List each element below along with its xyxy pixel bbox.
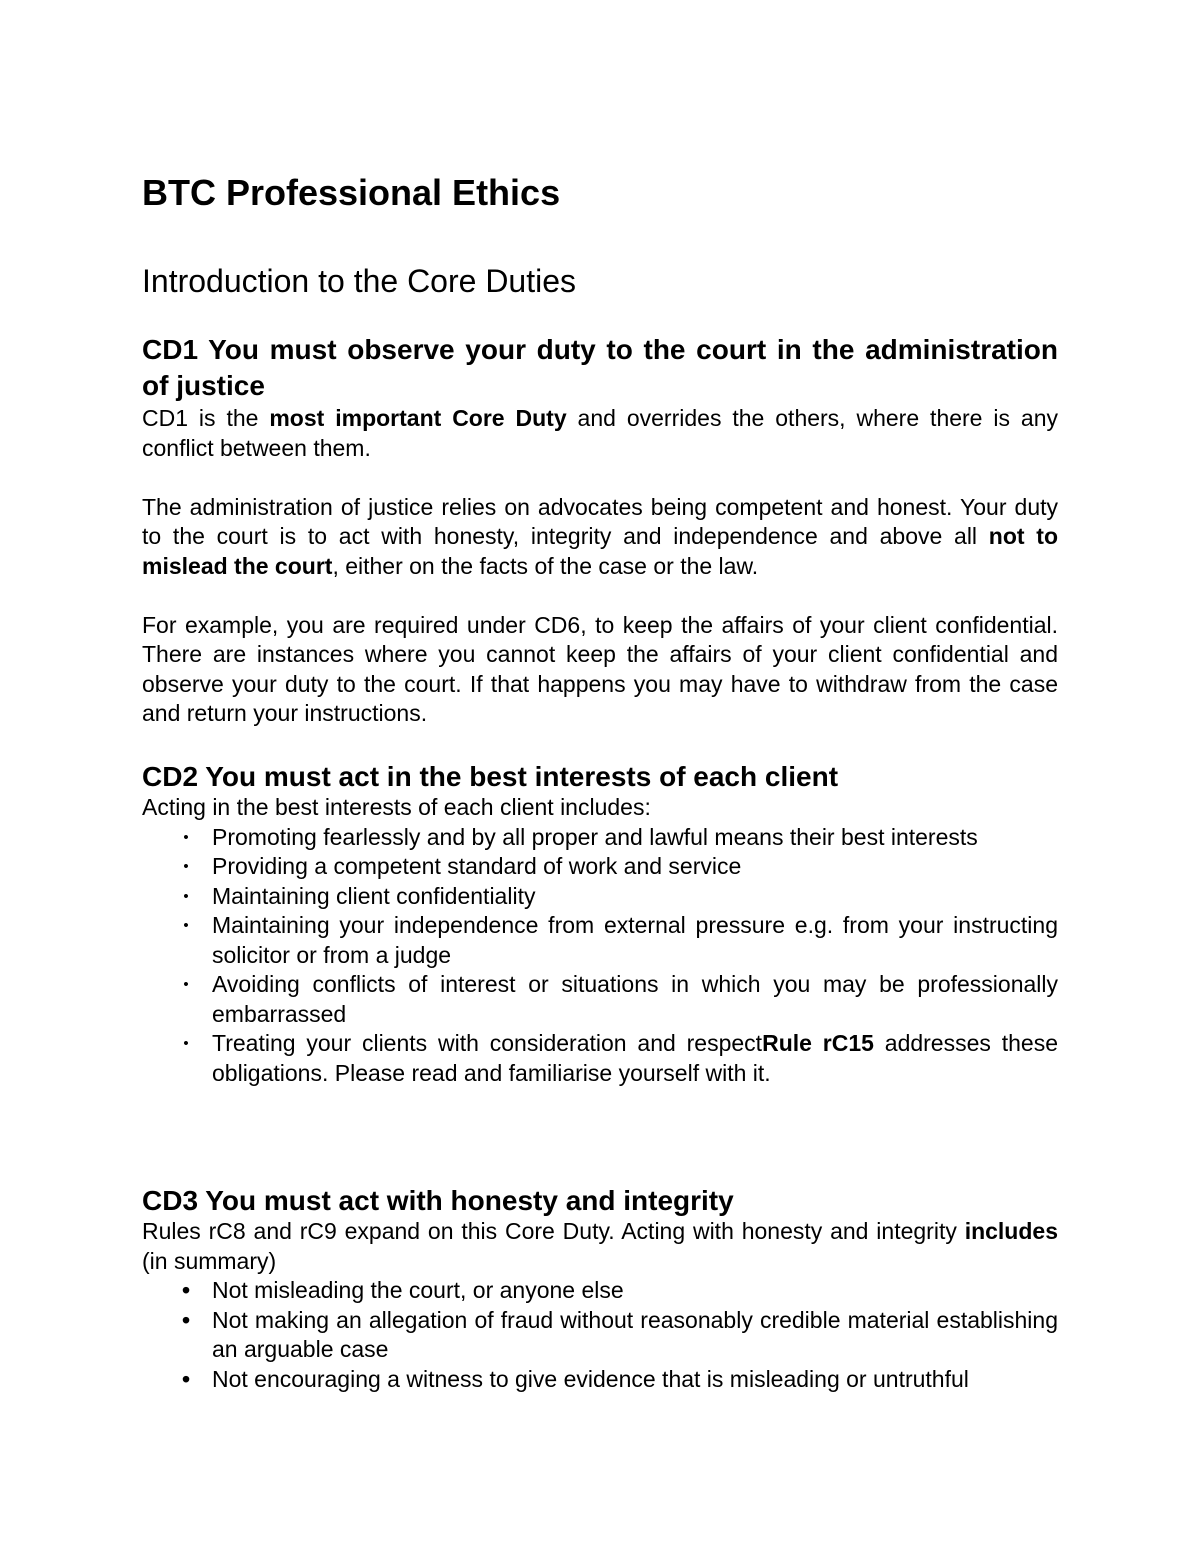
bullet-icon: • — [183, 1035, 189, 1052]
cd1-emphasis: most important Core Duty — [269, 405, 567, 431]
cd1-paragraph-3: For example, you are required under CD6, to keep the affairs of your client confidential. There are instances where you cannot keep the affairs of your client confidential and observe your duty to the court. If that happens you may have to withdraw from the case and return your instructions. — [142, 611, 1058, 726]
list-item: • Providing a competent standard of work and service — [142, 852, 1058, 882]
section-cd2 — [142, 759, 1058, 1088]
section-cd3 — [142, 1183, 1058, 1394]
cd3-list — [142, 1276, 1058, 1394]
document-title: BTC Professional Ethics — [142, 172, 561, 213]
cd3-intro: Rules rC8 and rC9 expand on this Core Duty. Acting with honesty and integrity includes (in summary) — [142, 1218, 1058, 1274]
cd1-paragraph-1: CD1 is the most important Core Duty and overrides the others, where there is any conflict between them. — [142, 405, 1059, 461]
list-item: • Not encouraging a witness to give evidence that is misleading or untruthful — [142, 1365, 1058, 1395]
cd1-emphasis-2: not to mislead the court — [142, 523, 1058, 579]
cd1-paragraph-2: The administration of justice relies on advocates being competent and honest. Your duty to the court is to act with honesty, integrity and independence and above all not to mislead the court, either on the facts of the case or the law. — [142, 493, 1058, 579]
list-item: • Promoting fearlessly and by all proper and lawful means their best interests — [142, 823, 1058, 853]
bullet-icon: • — [183, 887, 189, 905]
list-item: • Not misleading the court, or anyone else — [142, 1276, 1058, 1306]
bullet-icon: • — [183, 828, 189, 846]
cd2-heading: CD2 You must act in the best interests of each client — [142, 761, 839, 792]
document-subtitle: Introduction to the Core Duties — [142, 263, 577, 299]
cd3-heading: CD3 You must act with honesty and integrity — [142, 1185, 734, 1216]
bullet-icon: • — [183, 858, 189, 875]
list-item: • Maintaining client confidentiality — [142, 882, 1058, 912]
bullet-icon: • — [183, 976, 189, 993]
bullet-icon: • — [181, 1306, 191, 1333]
list-item: • Avoiding conflicts of interest or situations in which you may be professionally embarrassed — [142, 970, 1058, 1029]
list-item: • Maintaining your independence from external pressure e.g. from your instructing solicitor or from a judge — [142, 911, 1058, 970]
cd3-emphasis: includes — [964, 1218, 1058, 1244]
list-item: • Treating your clients with consideration and respectRule rC15 addresses these obligations. Please read and familiarise yourself with it. — [142, 1029, 1058, 1088]
cd1-heading: CD1 You must observe your duty to the court in the administration of justice — [142, 334, 1058, 401]
cd2-intro: Acting in the best interests of each client includes: — [142, 794, 651, 820]
list-item: • Not making an allegation of fraud without reasonably credible material establishing an arguable case — [142, 1306, 1058, 1365]
bullet-icon: • — [181, 1277, 191, 1303]
bullet-icon: • — [181, 1365, 191, 1392]
bullet-icon: • — [183, 917, 189, 934]
cd2-list — [142, 823, 1058, 1089]
section-cd1 — [142, 332, 1058, 729]
rule-reference: Rule rC15 — [762, 1030, 874, 1056]
